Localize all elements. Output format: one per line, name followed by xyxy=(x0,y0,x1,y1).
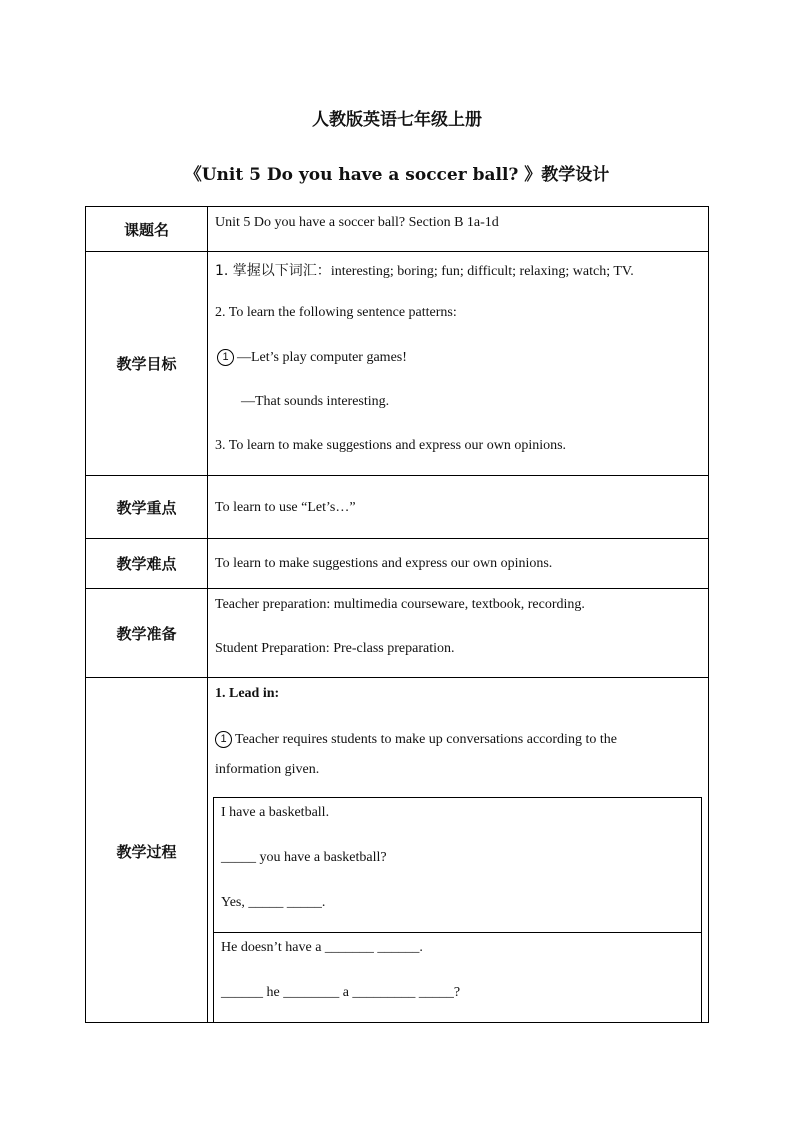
cell-difficulties xyxy=(208,539,708,588)
objective-line-2: 2. To learn the following sentence patterns: xyxy=(215,305,457,320)
label-difficulties: 教学难点 xyxy=(86,539,208,588)
label-process: 教学过程 xyxy=(86,678,208,1023)
document-subtitle: 《Unit 5 Do you have a soccer ball? 》教学设计 xyxy=(184,165,610,185)
cell-preparation xyxy=(208,589,708,677)
exercise-2-line-2: ______ he ________ a _________ _____? xyxy=(221,985,461,1000)
label-objectives: 教学目标 xyxy=(86,252,208,475)
process-instruction-text: Teacher requires students to make up conversations according to the xyxy=(235,732,617,747)
difficulties-value: To learn to make suggestions and express our own opinions. xyxy=(215,556,553,571)
exercise-table xyxy=(213,797,702,1023)
cell-objectives xyxy=(208,252,708,475)
row-process xyxy=(86,678,708,1023)
preparation-line-2: Student Preparation: Pre-class preparation. xyxy=(215,641,455,656)
exercise-divider xyxy=(214,932,701,933)
exercise-1-line-1: I have a basketball. xyxy=(221,805,330,820)
row-objectives xyxy=(86,252,708,476)
exercise-1-line-3: Yes, _____ _____. xyxy=(221,895,326,910)
key-points-value: To learn to use “Let’s…” xyxy=(215,500,356,515)
document-title: 人教版英语七年级上册 xyxy=(312,110,482,130)
label-topic: 课题名 xyxy=(86,207,208,251)
exercise-2-line-1: He doesn’t have a _______ ______. xyxy=(221,940,423,955)
process-instruction-line-2: information given. xyxy=(215,762,320,777)
circled-number-marker: 1 xyxy=(217,349,234,366)
row-key-points xyxy=(86,476,708,539)
row-difficulties xyxy=(86,539,708,589)
label-key-points: 教学重点 xyxy=(86,476,208,538)
cell-topic xyxy=(208,207,708,251)
cell-key-points xyxy=(208,476,708,538)
objective-line-1-cn: 1. 掌握以下词汇： xyxy=(215,263,331,279)
exercise-1-line-2: _____ you have a basketball? xyxy=(221,850,387,865)
row-topic xyxy=(86,207,708,252)
lesson-plan-table xyxy=(85,206,709,1023)
label-preparation: 教学准备 xyxy=(86,589,208,677)
topic-value: Unit 5 Do you have a soccer ball? Section B 1a-1d xyxy=(215,215,499,230)
process-instruction-line-1 xyxy=(215,731,617,748)
objective-line-5: 3. To learn to make suggestions and express our own opinions. xyxy=(215,438,567,453)
process-step-1: 1. Lead in: xyxy=(215,686,280,701)
objective-line-1-en: interesting; boring; fun; difficult; relaxing; watch; TV. xyxy=(330,264,634,279)
objective-line-3 xyxy=(217,349,407,366)
row-preparation xyxy=(86,589,708,678)
objective-line-3-text: —Let’s play computer games! xyxy=(237,350,407,365)
objective-line-4: —That sounds interesting. xyxy=(241,394,390,409)
circled-number-marker: 1 xyxy=(215,731,232,748)
cell-process xyxy=(208,678,708,1023)
objective-line-1 xyxy=(215,260,634,280)
preparation-line-1: Teacher preparation: multimedia courseware, textbook, recording. xyxy=(215,597,585,612)
